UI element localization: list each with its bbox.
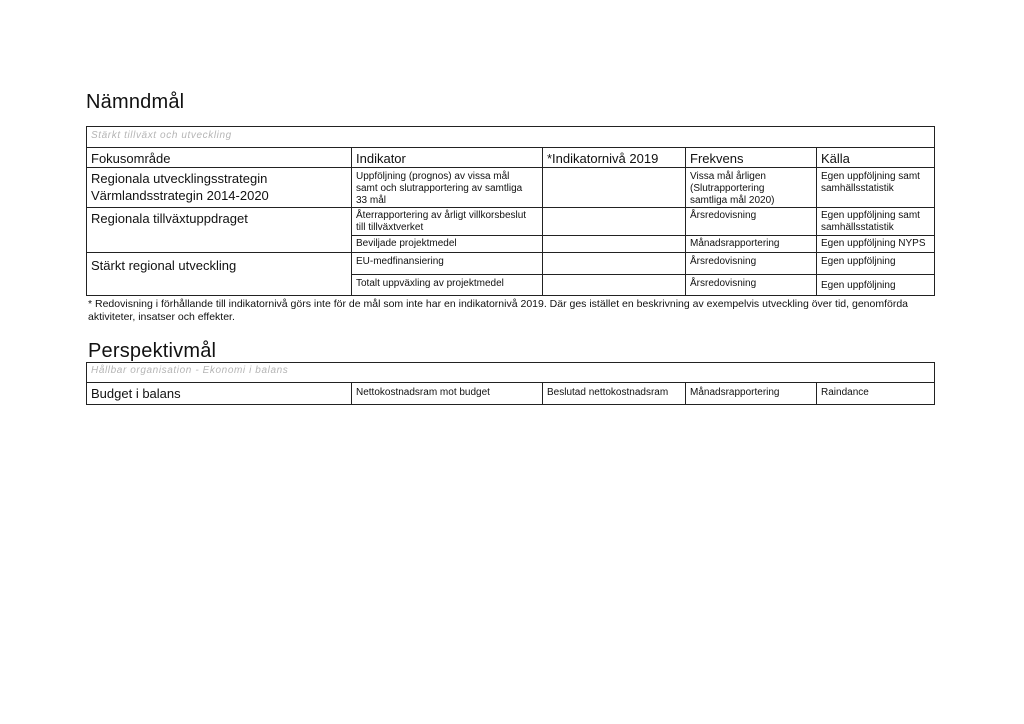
indikator-cell: Uppföljning (prognos) av vissa mål samt och slutrapportering av samtliga 33 mål xyxy=(356,171,523,206)
divider xyxy=(816,147,817,295)
divider xyxy=(542,147,543,295)
indikator-cell: Återrapportering av årligt villkorsbeslut till tillväxtverket xyxy=(356,210,527,233)
footnote: * Redovisning i förhållande till indikatornivå görs inte för de mål som inte har en indikatornivå 2019. Där ges istället en beskrivning av exempelvis utveckling över tid, genomförda aktiviteter, insatser och effekter. xyxy=(88,298,909,323)
namndmal-table xyxy=(86,126,935,296)
fokus-row-3: Stärkt regional utveckling xyxy=(91,258,237,273)
indikator-cell: Totalt uppväxling av projektmedel xyxy=(356,278,504,289)
frekvens-cell: Vissa mål årligen (Slutrapportering samtliga mål 2020) xyxy=(690,171,775,206)
indikator-cell: Beviljade projektmedel xyxy=(356,238,457,249)
indikator-cell: EU-medfinansiering xyxy=(356,256,444,267)
divider xyxy=(685,147,686,295)
frekvens-cell: Årsredovisning xyxy=(690,278,757,289)
col-header-fokusomrade: Fokusområde xyxy=(91,151,171,166)
perspektivmal-table xyxy=(86,362,935,405)
col-header-frekvens: Frekvens xyxy=(690,151,744,166)
niva-cell xyxy=(543,254,685,274)
divider xyxy=(685,382,686,404)
perspektiv-kalla: Raindance xyxy=(821,387,869,398)
perspektiv-frekvens: Månadsrapportering xyxy=(690,387,780,398)
table-goal-caption: Hållbar organisation - Ekonomi i balans xyxy=(91,365,289,376)
divider xyxy=(351,382,352,404)
col-header-kalla: Källa xyxy=(821,151,850,166)
niva-cell xyxy=(543,169,685,209)
kalla-cell: Egen uppföljning NYPS xyxy=(821,238,926,249)
divider xyxy=(351,147,352,295)
divider xyxy=(87,252,934,253)
niva-cell xyxy=(543,276,685,295)
divider xyxy=(816,382,817,404)
frekvens-cell: Årsredovisning xyxy=(690,256,757,267)
kalla-cell: Egen uppföljning xyxy=(821,280,896,291)
perspektiv-indikator: Nettokostnadsram mot budget xyxy=(356,387,490,398)
kalla-cell: Egen uppföljning samt samhällsstatistik xyxy=(821,210,920,233)
kalla-cell: Egen uppföljning xyxy=(821,256,896,267)
fokus-row-2: Regionala tillväxtuppdraget xyxy=(91,211,248,226)
fokus-row-1: Regionala utvecklingsstrategin Värmlandsstrategin 2014-2020 xyxy=(91,171,269,203)
niva-cell xyxy=(543,236,685,252)
divider xyxy=(352,274,934,275)
section-title-namndmal: Nämndmål xyxy=(86,91,185,113)
table-goal-caption: Stärkt tillväxt och utveckling xyxy=(91,130,232,141)
niva-cell xyxy=(543,208,685,236)
kalla-cell: Egen uppföljning samt samhällsstatistik xyxy=(821,171,920,194)
perspektiv-niva: Beslutad nettokostnadsram xyxy=(547,387,669,398)
section-title-perspektivmal: Perspektivmål xyxy=(88,340,217,362)
perspektiv-fokus: Budget i balans xyxy=(91,386,181,401)
col-header-indikator: Indikator xyxy=(356,151,406,166)
frekvens-cell: Månadsrapportering xyxy=(690,238,780,249)
divider xyxy=(542,382,543,404)
frekvens-cell: Årsredovisning xyxy=(690,210,757,221)
col-header-indikatorniva: *Indikatornivå 2019 xyxy=(547,151,659,166)
